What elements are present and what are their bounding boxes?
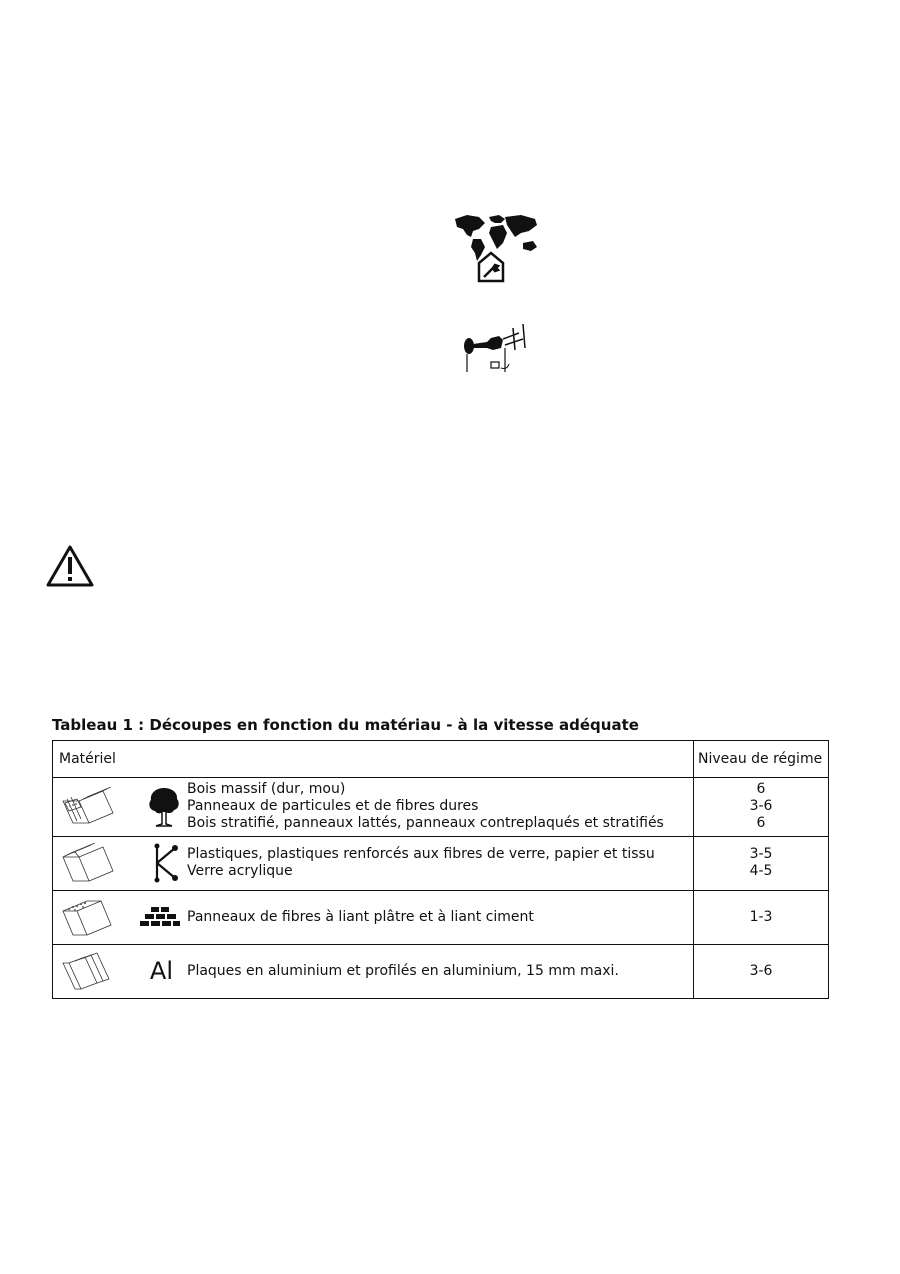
material-description: Panneaux de fibres à liant plâtre et à liant ciment xyxy=(187,908,534,925)
plastic-sheet-icon xyxy=(59,843,127,883)
fibre-board-icon xyxy=(59,897,127,937)
molecule-icon xyxy=(151,842,181,884)
table-row xyxy=(53,890,829,944)
table-row xyxy=(53,777,829,836)
speed-level: 6 xyxy=(756,781,766,798)
warning-icon xyxy=(45,544,95,588)
brick-wall-icon xyxy=(139,906,181,928)
speed-level: 1-3 xyxy=(749,908,773,925)
speed-level: 6 xyxy=(756,815,766,832)
speed-level: 4-5 xyxy=(749,863,773,880)
speed-level: 3-5 xyxy=(749,846,773,863)
tree-icon xyxy=(147,786,181,828)
table-row xyxy=(53,944,829,998)
aluminium-profile-icon xyxy=(59,951,127,991)
wood-board-icon xyxy=(59,787,127,827)
speed-level: 3-6 xyxy=(749,798,773,815)
material-description: Bois massif (dur, mou) xyxy=(187,781,346,798)
material-description: Plastiques, plastiques renforcés aux fibres de verre, papier et tissu xyxy=(187,846,655,863)
aluminium-symbol: Al xyxy=(149,957,173,986)
table-row xyxy=(53,836,829,890)
material-description: Bois stratifié, panneaux lattés, panneaux contreplaqués et stratifiés xyxy=(187,815,664,832)
level-header: Niveau de régime xyxy=(694,741,829,778)
table-header-row xyxy=(53,741,829,778)
table-title: Tableau 1 : Découpes en fonction du matériau - à la vitesse adéquate xyxy=(52,716,639,734)
material-table xyxy=(52,740,829,999)
material-description: Verre acrylique xyxy=(187,863,293,880)
world-service-icon xyxy=(449,209,541,287)
material-description: Panneaux de particules et de fibres dures xyxy=(187,798,479,815)
material-header: Matériel xyxy=(53,741,694,778)
material-description: Plaques en aluminium et profilés en aluminium, 15 mm maxi. xyxy=(187,962,619,979)
drill-accessory-icon xyxy=(457,318,535,376)
speed-level: 3-6 xyxy=(749,962,773,979)
